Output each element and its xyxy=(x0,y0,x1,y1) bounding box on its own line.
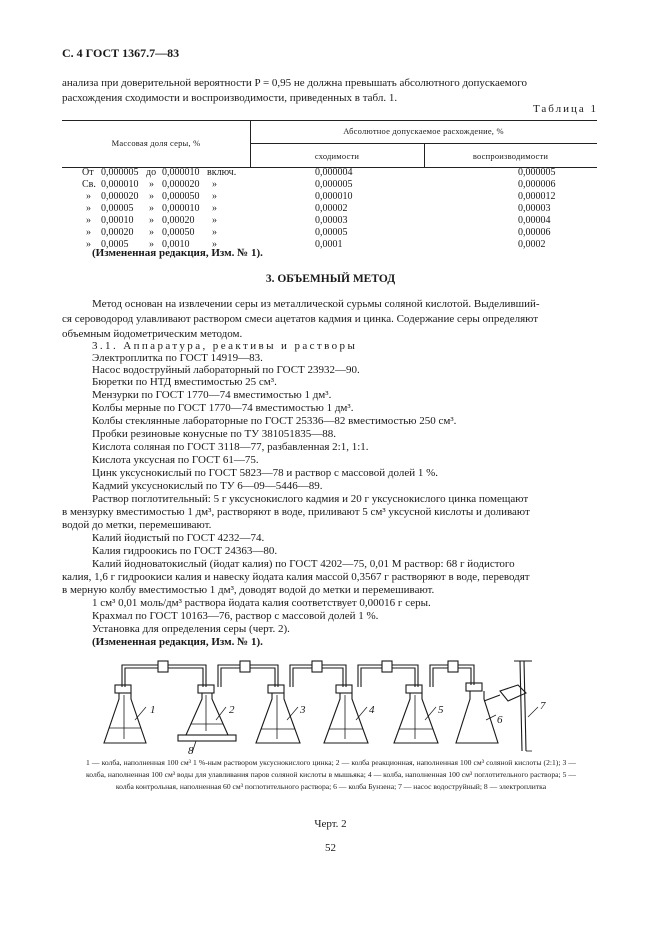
reagent-item: Установка для определения серы (черт. 2). xyxy=(92,623,290,635)
table-row: » 0,00020 » 0,00050 » 0,00005 0,00006 xyxy=(86,227,551,238)
amendment-note-1: (Измененная редакция, Изм. № 1). xyxy=(92,247,263,259)
equipment-item: Насос водоструйный лабораторный по ГОСТ 23932—90. xyxy=(92,364,360,376)
intro-line-2: расхождения сходимости и воспроизводимости, приведенных в табл. 1. xyxy=(62,92,398,104)
label-hot-plate: 8 xyxy=(188,745,194,755)
table-row: » 0,00010 » 0,00020 » 0,00003 0,00004 xyxy=(86,215,551,226)
label-bunsen-flask: 6 xyxy=(497,714,503,726)
iodate-line-1: Калий йодноватокислый (йодат калия) по ГОСТ 4202—75, 0,01 М раствор: 68 г йодистого xyxy=(92,558,515,570)
reagent-item: Кадмий уксуснокислый по ТУ 6—09—5446—89. xyxy=(92,480,323,492)
figure-title: Черт. 2 xyxy=(314,818,347,830)
reagent-item: Кислота уксусная по ГОСТ 61—75. xyxy=(92,454,259,466)
label-flask-3: 3 xyxy=(300,704,306,716)
page-number: 52 xyxy=(325,842,336,854)
reagent-item: Крахмал по ГОСТ 10163—76, раствор с массовой долей 1 %. xyxy=(92,610,379,622)
label-flask-5: 5 xyxy=(438,704,444,716)
equipment-item: Колбы стеклянные лабораторные по ГОСТ 25336—82 вместимостью 250 см³. xyxy=(92,415,457,427)
method-line-2: ся сероводород улавливают раствором смеси ацетатов кадмия и цинка. Содержание серы определяют xyxy=(62,313,539,325)
reagent-item: Калия гидроокись по ГОСТ 24363—80. xyxy=(92,545,278,557)
label-flask-2: 2 xyxy=(229,704,235,716)
subsection-title: 3.1. Аппаратура, реактивы и растворы xyxy=(92,340,358,352)
equipment-item: Электроплитка по ГОСТ 14919—83. xyxy=(92,352,263,364)
iodate-line-3: в мерную колбу вместимостью 1 дм³, доводят водой до метки и перемешивают. xyxy=(62,584,435,596)
col-repeatability-header: сходимости xyxy=(314,151,360,161)
label-pump: 7 xyxy=(540,700,546,712)
table-caption: Таблица 1 xyxy=(532,103,598,115)
figure-legend: 1 — колба, наполненная 100 см³ 1 %-ным раствором уксуснокислого цинка; 2 — колба реакционная, наполненная 100 см³ соляной кислоты (2:1); 3 — колба, наполненная 100 см³ воды для улавливания паров соляной кислоты в мышьяка; 4 — колба, наполненная 100 см³ поглотительного раствора; 5 — колба контрольная, наполненная 60 см³ поглотительного раствора; 6 — колба Бунзена; 7 — насос водоструйный; 8 — электроплитка xyxy=(86,758,576,791)
page-header: С. 4 ГОСТ 1367.7—83 xyxy=(62,46,180,60)
intro-line-1: анализа при доверительной вероятности P = 0,95 не должна превышать абсолютного допускаемого xyxy=(62,77,527,89)
amendment-note-2: (Измененная редакция, Изм. № 1). xyxy=(92,636,263,648)
table-row: Св. 0,000010 » 0,000020 » 0,000005 0,000006 xyxy=(82,179,556,190)
table-row: » 0,000020 » 0,000050 » 0,000010 0,000012 xyxy=(86,191,556,202)
equipment-item: Бюретки по НТД вместимостью 25 см³. xyxy=(92,376,277,388)
label-flask-1: 1 xyxy=(150,704,156,716)
col-group-header: Абсолютное допускаемое расхождение, % xyxy=(343,126,504,136)
reagent-item: Цинк уксуснокислый по ГОСТ 5823—78 и раствор с массовой долей 1 %. xyxy=(92,467,438,479)
method-line-3: объемным йодометрическим методом. xyxy=(62,328,243,340)
col-reproducibility-header: воспроизводимости xyxy=(472,151,549,161)
label-flask-4: 4 xyxy=(369,704,375,716)
iodate-line-2: калия, 1,6 г гидроокиси калия и навеску йодата калия массой 0,3567 г растворяют в воде, переводят xyxy=(62,571,530,583)
equipment-item: Колбы мерные по ГОСТ 1770—74 вместимостью 1 дм³. xyxy=(92,402,354,414)
apparatus-diagram xyxy=(100,655,560,755)
reagent-item: Калий йодистый по ГОСТ 4232—74. xyxy=(92,532,265,544)
table-row: » 0,00005 » 0,000010 » 0,00002 0,00003 xyxy=(86,203,551,214)
absorb-line-1: Раствор поглотительный: 5 г уксуснокислого кадмия и 20 г уксуснокислого цинка помещают xyxy=(92,493,529,505)
col-mass-fraction-header: Массовая доля серы, % xyxy=(111,138,201,148)
reagent-item: Кислота соляная по ГОСТ 3118—77, разбавленная 2:1, 1:1. xyxy=(92,441,369,453)
absorb-line-2: в мензурку вместимостью 1 дм³, растворяют в воде, приливают 5 см³ уксусной кислоты и доливают xyxy=(62,506,530,518)
equipment-item: Пробки резиновые конусные по ТУ 381051835—88. xyxy=(92,428,336,440)
table-row: От 0,000005 до 0,000010 включ. 0,000004 0,000005 xyxy=(82,167,556,178)
section-title: 3. ОБЪЕМНЫЙ МЕТОД xyxy=(265,273,396,285)
table-row: » 0,0005 » 0,0010 » 0,0001 0,0002 xyxy=(86,239,546,250)
method-line-1: Метод основан на извлечении серы из металлической сурьмы соляной кислотой. Выделивший- xyxy=(92,298,540,310)
reagent-item: 1 см³ 0,01 моль/дм³ раствора йодата калия соответствует 0,00016 г серы. xyxy=(92,597,431,609)
absorb-line-3: водой до метки, перемешивают. xyxy=(62,519,212,531)
equipment-item: Мензурки по ГОСТ 1770—74 вместимостью 1 дм³. xyxy=(92,389,332,401)
